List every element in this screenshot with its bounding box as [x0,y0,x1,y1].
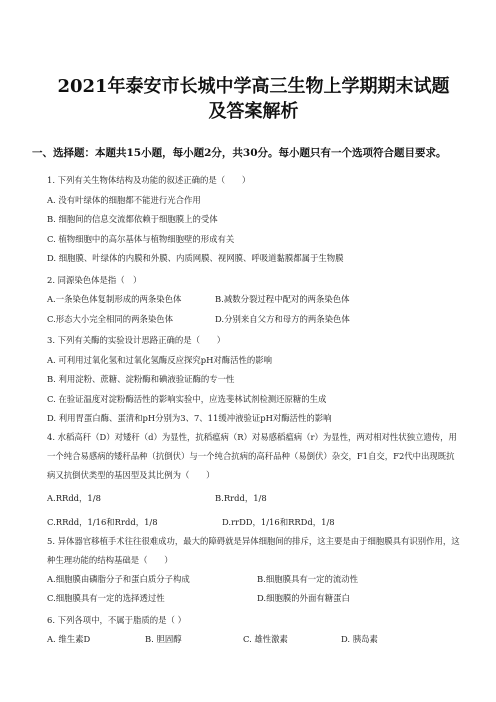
question-4-stem: 4. 水稻高秆（D）对矮秆（d）为显性，抗稻瘟病（R）对易感稻瘟病（r）为显性，两对相对性状独立遗传，用一个纯合易感病的矮秆品种（抗倒伏）与一个纯合抗病的高秆品种（易倒伏）杂交，F1自交，F2代中出现既抗病又抗倒伏类型的基因型及其比例为（ ） [47,432,457,480]
question-1-option-d: D. 细胞膜、叶绿体的内膜和外膜、内质网膜、视网膜、呼吸道黏膜都属于生物膜 [47,253,344,263]
section-heading: 一、选择题：本题共15小题，每小题2分，共30分。每小题只有一个选项符合题目要求。 [32,147,447,159]
title-line-2: 及答案解析 [208,101,299,122]
question-1-option-b: B. 细胞间的信息交流都依赖于细胞膜上的受体 [47,214,218,224]
question-2-option-c: C.形态大小完全相同的两条染色体 [47,313,174,324]
question-5-options-row-2 [47,592,460,605]
question-3-option-c: C. 在验证温度对淀粉酶活性的影响实验中，应选斐林试剂检测还原糖的生成 [47,393,327,404]
question-4-options-row-2 [47,516,460,529]
question-6-option-d: D. 胰岛素 [341,634,378,644]
question-2-option-b: B.减数分裂过程中配对的两条染色体 [215,294,350,304]
question-3-option-d: D. 利用胃蛋白酶、蛋清和pH分别为3、7、11缓冲液验证pH对酶活性的影响 [47,413,332,423]
question-3-option-a: A. 可利用过氧化氢和过氧化氢酶反应探究pH对酶活性的影响 [47,354,273,365]
question-6-stem: 6. 下列各项中，不属于脂质的是（ ） [47,614,186,625]
question-4-options-row-1 [47,492,460,505]
question-4-option-b: B.Rrdd，1/8 [215,492,267,503]
question-2-option-a: A.一条染色体复制形成的两条染色体 [47,294,182,304]
question-3-stem: 3. 下列有关酶的实验设计思路正确的是（ ） [47,335,226,345]
title-line-1: 2021年泰安市长城中学高三生物上学期期末试题 [57,76,450,97]
question-4-option-d: D.rrDD，1/16和RRDd，1/8 [222,516,335,527]
question-5-option-b: B.细胞膜具有一定的流动性 [257,573,358,584]
question-2-options-row-2 [47,313,460,326]
question-4-option-a: A.RRdd，1/8 [47,492,101,503]
question-2-options-row-1 [47,293,460,306]
question-5-option-a: A.细胞膜由磷脂分子和蛋白质分子构成 [47,573,190,584]
question-6-option-c: C. 雄性激素 [243,634,288,644]
question-1-option-a: A. 没有叶绿体的细胞都不能进行光合作用 [47,194,201,205]
question-1-option-c: C. 植物细胞中的高尔基体与植物细胞壁的形成有关 [47,233,235,244]
question-6-option-a: A. 维生素D [47,634,91,644]
question-1-stem: 1. 下列有关生物体结构及功能的叙述正确的是（ ） [47,175,251,185]
question-3-option-b: B. 利用淀粉、蔗糖、淀粉酶和碘液验证酶的专一性 [47,374,235,384]
question-4-option-c: C.RRdd，1/16和Rrdd，1/8 [47,516,158,527]
question-2-stem: 2. 同源染色体是指（ ） [47,274,142,285]
question-2-option-d: D.分别来自父方和母方的两条染色体 [215,313,350,324]
question-6-option-b: B. 胆固醇 [145,634,182,644]
document-title [47,74,460,124]
question-5-option-c: C.细胞膜具有一定的选择透过性 [47,593,165,603]
question-5-stem: 5. 异体器官移植手术往往很难成功，最大的障碍就是异体细胞间的排斥，这主要是由于细胞膜具有识别作用，这种生理功能的结构基础是（ ） [47,535,460,565]
question-5-option-d: D.细胞膜的外面有糖蛋白 [257,593,350,603]
question-6-options-row [47,633,460,646]
question-5-options-row-1 [47,573,460,586]
